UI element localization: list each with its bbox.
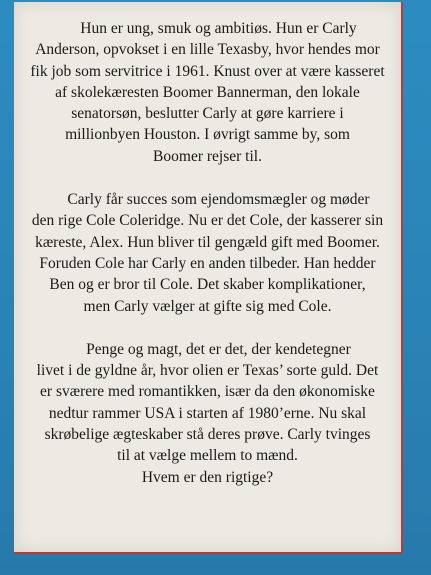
text-line: den rige Cole Coleridge. Nu er det Cole, der kasserer sin [31, 212, 384, 230]
text-line: men Carly vælger at gifte sig med Cole. [83, 297, 332, 315]
text-line: Boomer rejser til. [153, 147, 262, 165]
text-line: Hvem er den rigtige? [141, 468, 274, 486]
blurb-text [14, 18, 401, 488]
text-line: Ben og er bror til Cole. Det skaber komplikationer, [49, 276, 366, 294]
text-line: skrøbelige ægteskaber stå deres prøve. Carly tvinges [44, 426, 371, 444]
text-line: millionbyen Houston. I øvrigt samme by, som [65, 126, 350, 144]
paragraph-3 [14, 339, 401, 488]
text-line: Hun er ung, smuk og ambitiøs. Hun er Carly [80, 20, 357, 37]
text-line: senatorsøn, beslutter Carly at gøre karriere i [71, 105, 344, 123]
paragraph-1 [14, 18, 401, 167]
text-line: Foruden Cole har Carly en anden tilbeder. Han hedder [39, 254, 376, 272]
text-line: livet i de gyldne år, hvor olien er Texas’ sorte guld. Det [36, 362, 379, 380]
text-line: til at vælge mellem to mænd. [117, 447, 298, 465]
text-line: Penge og magt, det er det, der kendetegner [86, 340, 351, 358]
text-line: fik job som servitrice i 1961. Knust over at være kasseret [30, 62, 385, 80]
text-line: nedtur rammer USA i starten af 1980’erne. Nu skal [48, 404, 367, 422]
text-panel [14, 2, 403, 554]
text-line: Carly får succes som ejendomsmægler og møder [67, 191, 370, 209]
text-line: Anderson, opvokset i en lille Texasby, hvor hendes mor [35, 41, 380, 59]
text-line: af skolekæresten Boomer Bannerman, den lokale [55, 83, 360, 101]
paragraph-2 [14, 189, 401, 317]
text-line: er sværere med romantikken, især da den økonomiske [40, 383, 375, 401]
text-line: kæreste, Alex. Hun bliver til gengæld gift med Boomer. [35, 233, 380, 251]
